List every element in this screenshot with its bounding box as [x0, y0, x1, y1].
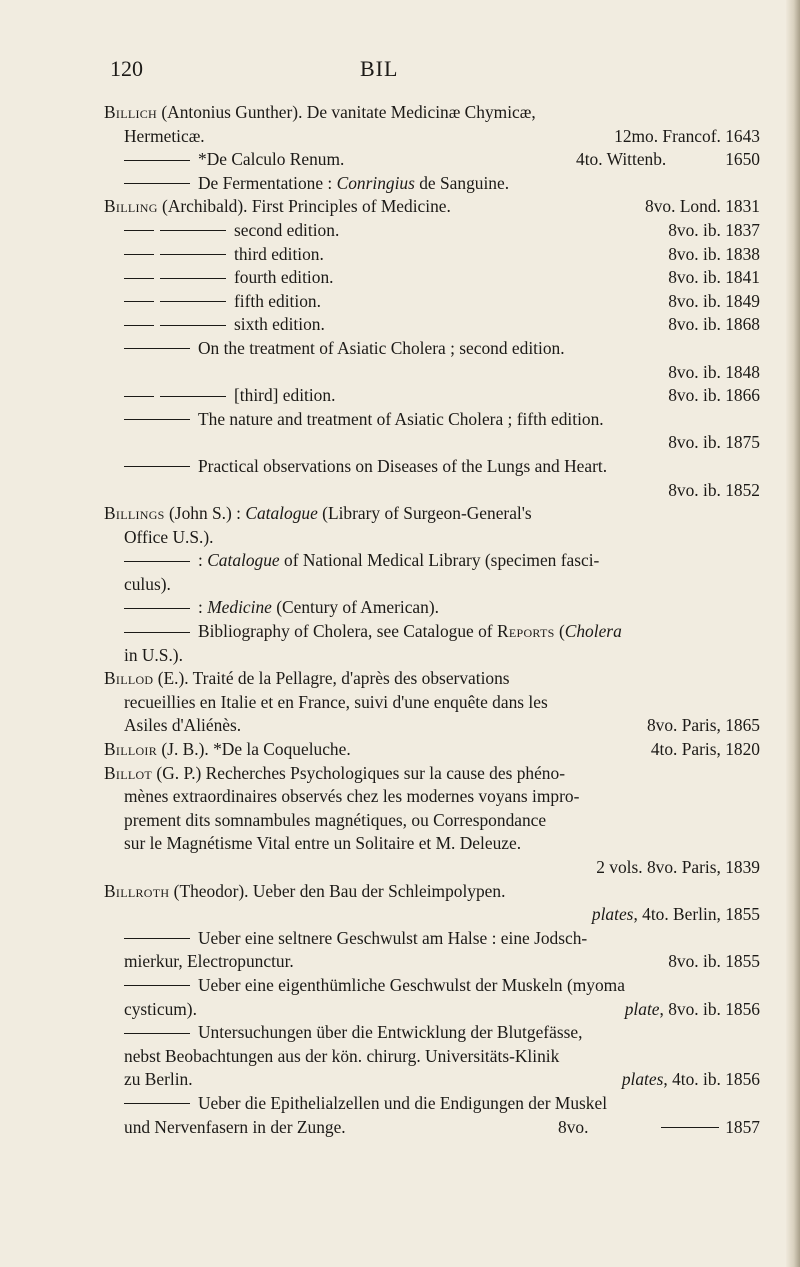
running-head: BIL: [360, 56, 399, 81]
ditto-rule: [124, 278, 154, 279]
entry-author: Billroth: [104, 880, 170, 901]
entry-imprint: 8vo. ib. 1866: [668, 385, 760, 406]
entry-imprint: 8vo. ib. 1849: [668, 290, 760, 311]
entry-line: [104, 974, 760, 998]
entry-year: 1650: [725, 149, 760, 170]
entry-imprint: 8vo. ib. 1868: [668, 314, 760, 335]
entry-imprint: 8vo. ib. 1855: [668, 951, 760, 972]
entry-imprint: 8vo. ib. 1837: [668, 219, 760, 240]
entry-line: [104, 243, 760, 267]
entry-title: Ueber eine eigenthümliche Geschwulst der Muskeln (myoma: [198, 974, 625, 995]
entry-title: fifth edition.: [234, 290, 321, 311]
ditto-rule: [124, 396, 154, 397]
entry-text: (Theodor). Ueber den Bau der Schleimpolypen.: [169, 880, 506, 901]
entry-text: culus).: [124, 573, 171, 594]
entry-line: [104, 809, 760, 833]
entry-title-smallcaps: Reports: [496, 621, 555, 642]
entry-line: [104, 384, 760, 408]
entry-title: [third] edition.: [234, 385, 336, 406]
entry-text: cysticum).: [124, 998, 197, 1019]
ditto-rule: [124, 1033, 190, 1034]
entry-line: [104, 998, 760, 1022]
entry-author: Billings: [104, 503, 165, 524]
entry-title: The nature and treatment of Asiatic Cholera ; fifth edition.: [198, 408, 604, 429]
entry-text: Office U.S.).: [124, 526, 214, 547]
ditto-rule: [124, 348, 190, 349]
entry-title: of National Medical Library (specimen fasci-: [279, 550, 600, 571]
entry-title: Ueber die Epithelialzellen und die Endigungen der Muskel: [198, 1092, 608, 1113]
entry-title-italic: Catalogue: [245, 503, 318, 524]
ditto-rule: [124, 301, 154, 302]
entry-title: Ueber eine seltnere Geschwulst am Halse : eine Jodsch-: [198, 927, 588, 948]
entry-imprint: 8vo. ib. 1841: [668, 267, 760, 288]
entry-line: [104, 714, 760, 738]
ditto-rule: [124, 325, 154, 326]
entry-title: second edition.: [234, 219, 340, 240]
entry-text: recueillies en Italie et en France, suivi d'une enquête dans les: [124, 691, 548, 712]
entry-line: [104, 738, 760, 762]
entry-title-italic: Medicine: [207, 597, 272, 618]
entry-line: [104, 1021, 760, 1045]
entry-text: prement dits somnambules magnétiques, ou Correspondance: [124, 809, 547, 830]
entry-text: (Library of Surgeon-General's: [317, 503, 532, 524]
entry-imprint: 8vo. ib. 1848: [668, 361, 760, 382]
entry-line: [104, 431, 760, 455]
entry-imprint: 2 vols. 8vo. Paris, 1839: [596, 857, 760, 877]
ditto-rule: [124, 1103, 190, 1104]
entry-line: [104, 620, 760, 644]
entry-line: [104, 667, 760, 691]
entry-line: [104, 903, 760, 927]
ditto-rule: [124, 466, 190, 467]
ditto-rule: [124, 230, 154, 231]
ditto-rule: [160, 301, 226, 302]
entry-line: [104, 1092, 760, 1116]
page-header: [0, 56, 800, 80]
entry-line: [104, 644, 760, 668]
entry-text: Asiles d'Aliénès.: [124, 715, 242, 736]
entry-line: [104, 880, 760, 904]
entry-line: [104, 101, 760, 125]
entry-imprint: [625, 998, 760, 1022]
entry-line: [104, 195, 760, 219]
entry-text: (G. P.) Recherches Psychologiques sur la cause des phéno-: [152, 762, 565, 783]
entry-line: [104, 927, 760, 951]
entry-text: in U.S.).: [124, 644, 183, 665]
entry-imprint-text: , 8vo. ib. 1856: [659, 998, 760, 1019]
entry-imprint: 4to. Wittenb.: [576, 149, 667, 170]
ditto-rule: [124, 608, 190, 609]
entry-line: [104, 596, 760, 620]
ditto-rule: [160, 325, 226, 326]
entry-year: [655, 1116, 760, 1140]
entry-line: [104, 573, 760, 597]
entry-imprint: 8vo. ib. 1875: [668, 432, 760, 453]
entry-title: Bibliography of Cholera, see Catalogue of: [198, 621, 497, 642]
entry-title: (: [554, 621, 565, 642]
entry-author: Billoir: [104, 739, 158, 760]
ditto-rule: [160, 278, 226, 279]
entry-imprint: 4to. Paris, 1820: [650, 739, 760, 760]
ditto-rule: [124, 632, 190, 633]
entry-imprint: 8vo. Paris, 1865: [646, 715, 760, 736]
ditto-rule: [661, 1127, 719, 1128]
entry-line: [104, 691, 760, 715]
entry-imprint-italic: plates: [591, 904, 634, 925]
entry-line: [104, 125, 760, 149]
entry-line: [104, 950, 760, 974]
page-edge: [786, 0, 800, 1267]
entry-line: [104, 1068, 760, 1092]
entry-author: Billing: [104, 196, 158, 217]
entry-text: mierkur, Electropunctur.: [124, 951, 294, 972]
entry-title: *De Calculo Renum.: [198, 149, 345, 170]
entry-line: [104, 408, 760, 432]
ditto-rule: [124, 183, 190, 184]
entry-imprint: 8vo.: [558, 1116, 589, 1137]
entry-author: Billod: [104, 668, 154, 689]
ditto-rule: [124, 160, 190, 161]
entry-title-italic: Conringius: [336, 172, 415, 193]
entry-line: [104, 313, 760, 337]
entry-title: On the treatment of Asiatic Cholera ; second edition.: [198, 337, 565, 358]
entry-title: sixth edition.: [234, 314, 325, 335]
entry-imprint: 8vo. ib. 1838: [668, 243, 760, 264]
entry-text: (J. B.). *De la Coqueluche.: [157, 739, 351, 760]
entry-title: :: [198, 550, 208, 571]
ditto-rule: [160, 396, 226, 397]
entry-line: [104, 455, 760, 479]
entry-text: Hermeticæ.: [124, 125, 205, 146]
entry-imprint-italic: plate: [624, 998, 660, 1019]
entry-imprint: 8vo. ib. 1852: [668, 479, 760, 500]
entry-line: [104, 526, 760, 550]
ditto-rule: [124, 419, 190, 420]
entry-text: (Antonius Gunther). De vanitate Medicinæ Chymicæ,: [157, 102, 536, 122]
bibliography-entries: [104, 101, 760, 1139]
ditto-rule: [124, 938, 190, 939]
entry-imprint: 8vo. Lond. 1831: [645, 196, 760, 217]
entry-text: mènes extraordinaires observés chez les modernes voyans impro-: [124, 786, 580, 807]
entry-line: [104, 290, 760, 314]
entry-line: [104, 1116, 760, 1140]
entry-line: [104, 361, 760, 385]
entry-line: [104, 219, 760, 243]
ditto-rule: [124, 561, 190, 562]
entry-title: de Sanguine.: [414, 172, 510, 193]
page-number: 120: [110, 56, 143, 81]
entry-author: Billich: [104, 102, 158, 122]
entry-text: zu Berlin.: [124, 1069, 193, 1090]
entry-title: fourth edition.: [234, 267, 334, 288]
entry-line: [104, 172, 760, 196]
entry-title: third edition.: [234, 243, 324, 264]
entry-line: [104, 337, 760, 361]
entry-imprint: [622, 1068, 760, 1092]
entry-text: nebst Beobachtungen aus der kön. chirurg. Universitäts-Klinik: [124, 1045, 560, 1066]
ditto-rule: [124, 985, 190, 986]
entry-line: [104, 785, 760, 809]
entry-line: [104, 1045, 760, 1069]
entry-line: [104, 856, 760, 880]
entry-text: sur le Magnétisme Vital entre un Solitaire et M. Deleuze.: [124, 833, 522, 854]
entry-title: (Century of American).: [271, 597, 439, 618]
entry-title: De Fermentatione :: [198, 172, 337, 193]
entry-text: (E.). Traité de la Pellagre, d'après des observations: [153, 668, 510, 689]
entry-year-text: 1857: [725, 1116, 760, 1137]
entry-line: [104, 266, 760, 290]
entry-line: [104, 479, 760, 503]
entry-line: [104, 832, 760, 856]
entry-line: [104, 148, 760, 172]
ditto-rule: [124, 254, 154, 255]
entry-line: [104, 502, 760, 526]
entry-text: (Archibald). First Principles of Medicine.: [157, 196, 451, 217]
entry-imprint-text: , 4to. ib. 1856: [663, 1069, 760, 1090]
ditto-rule: [160, 230, 226, 231]
entry-imprint-italic: plates: [621, 1069, 664, 1090]
entry-line: [104, 762, 760, 786]
ditto-rule: [160, 254, 226, 255]
entry-imprint: 12mo. Francof. 1643: [614, 125, 760, 146]
entry-title-italic: Catalogue: [207, 550, 280, 571]
entry-imprint: [592, 903, 760, 927]
entry-line: [104, 549, 760, 573]
entry-title: :: [198, 597, 208, 618]
entry-imprint-text: , 4to. Berlin, 1855: [633, 904, 760, 925]
entry-text: (John S.) :: [164, 503, 246, 524]
entry-title: Practical observations on Diseases of the Lungs and Heart.: [198, 455, 608, 476]
entry-text: und Nervenfasern in der Zunge.: [124, 1116, 346, 1137]
entry-author: Billot: [104, 762, 153, 783]
entry-title: Untersuchungen über die Entwicklung der Blutgefässe,: [198, 1022, 583, 1043]
entry-title-italic: Cholera: [564, 621, 622, 642]
